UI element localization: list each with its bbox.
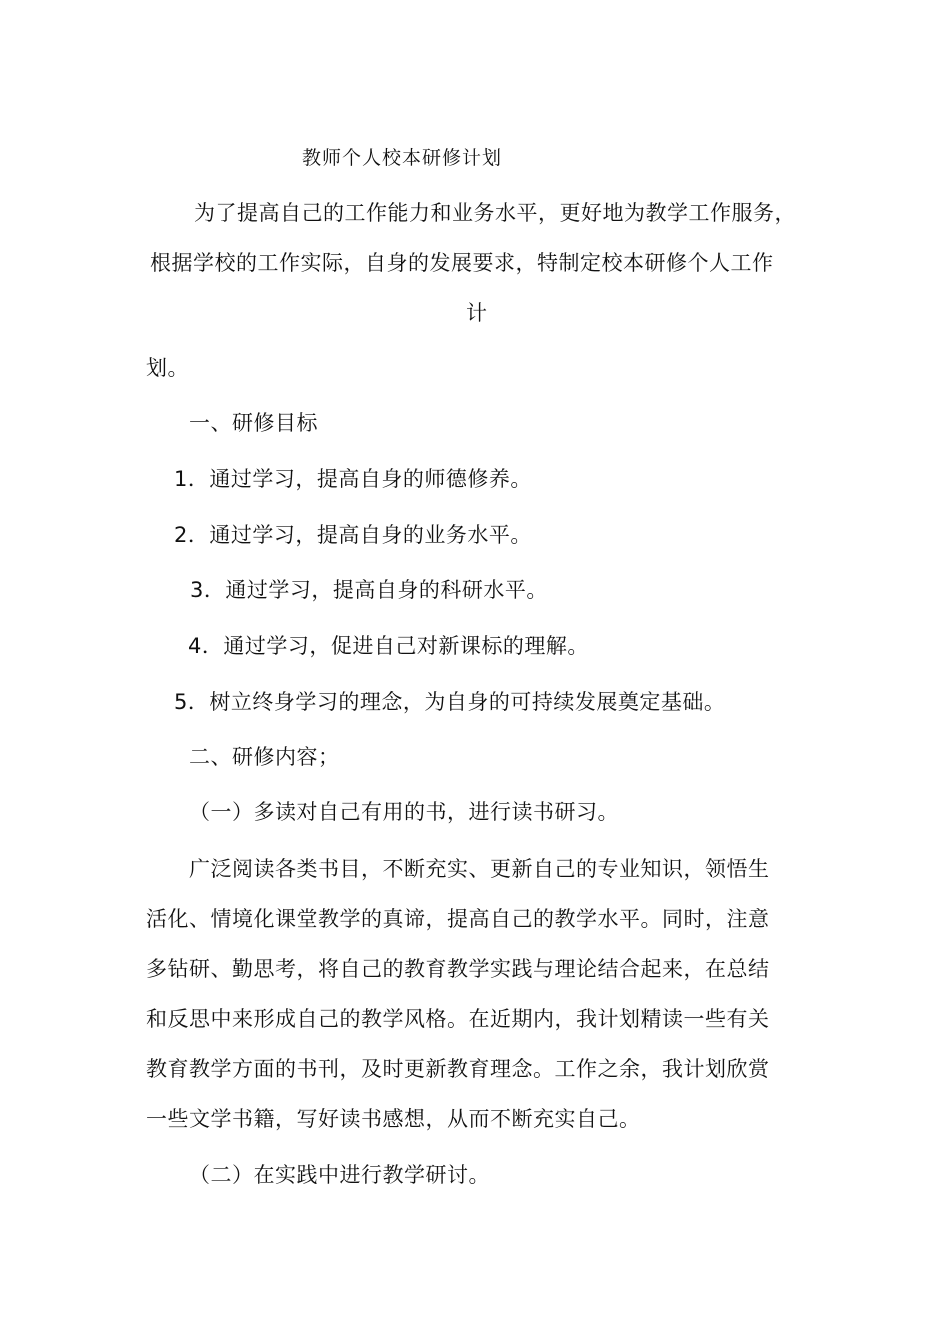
section-heading: 二、研修内容；	[189, 745, 340, 769]
intro-line: 根据学校的工作实际，自身的发展要求，特制定校本研修个人工作	[150, 251, 774, 275]
paragraph-line: 广泛阅读各类书目，不断充实、更新自己的专业知识，领悟生	[189, 857, 770, 881]
paragraph-line: 多钻研、勤思考，将自己的教育教学实践与理论结合起来，在总结	[146, 957, 770, 981]
goal-item: 1．通过学习，提高自身的师德修养。	[174, 467, 532, 491]
goal-item: 2．通过学习，提高自身的业务水平。	[174, 523, 532, 547]
paragraph-line: 和反思中来形成自己的教学风格。在近期内，我计划精读一些有关	[146, 1007, 770, 1031]
intro-line: 为了提高自己的工作能力和业务水平，更好地为教学工作服务，	[194, 201, 796, 225]
goal-item: 4．通过学习，促进自己对新课标的理解。	[188, 634, 589, 658]
subsection-heading: （一）多读对自己有用的书，进行读书研习。	[189, 800, 619, 824]
paragraph-line: 活化、情境化课堂教学的真谛，提高自己的教学水平。同时，注意	[146, 907, 770, 931]
goal-item: 3．通过学习，提高自身的科研水平。	[190, 578, 548, 602]
goal-item: 5．树立终身学习的理念，为自身的可持续发展奠定基础。	[174, 690, 726, 714]
document-title: 教师个人校本研修计划	[302, 147, 503, 169]
subsection-heading: （二）在实践中进行教学研讨。	[189, 1163, 490, 1187]
intro-line: 计	[466, 301, 488, 325]
paragraph-line: 一些文学书籍，写好读书感想，从而不断充实自己。	[146, 1107, 641, 1131]
paragraph-line: 教育教学方面的书刊，及时更新教育理念。工作之余，我计划欣赏	[146, 1057, 770, 1081]
section-heading: 一、研修目标	[189, 411, 318, 435]
intro-line: 划。	[146, 356, 189, 380]
